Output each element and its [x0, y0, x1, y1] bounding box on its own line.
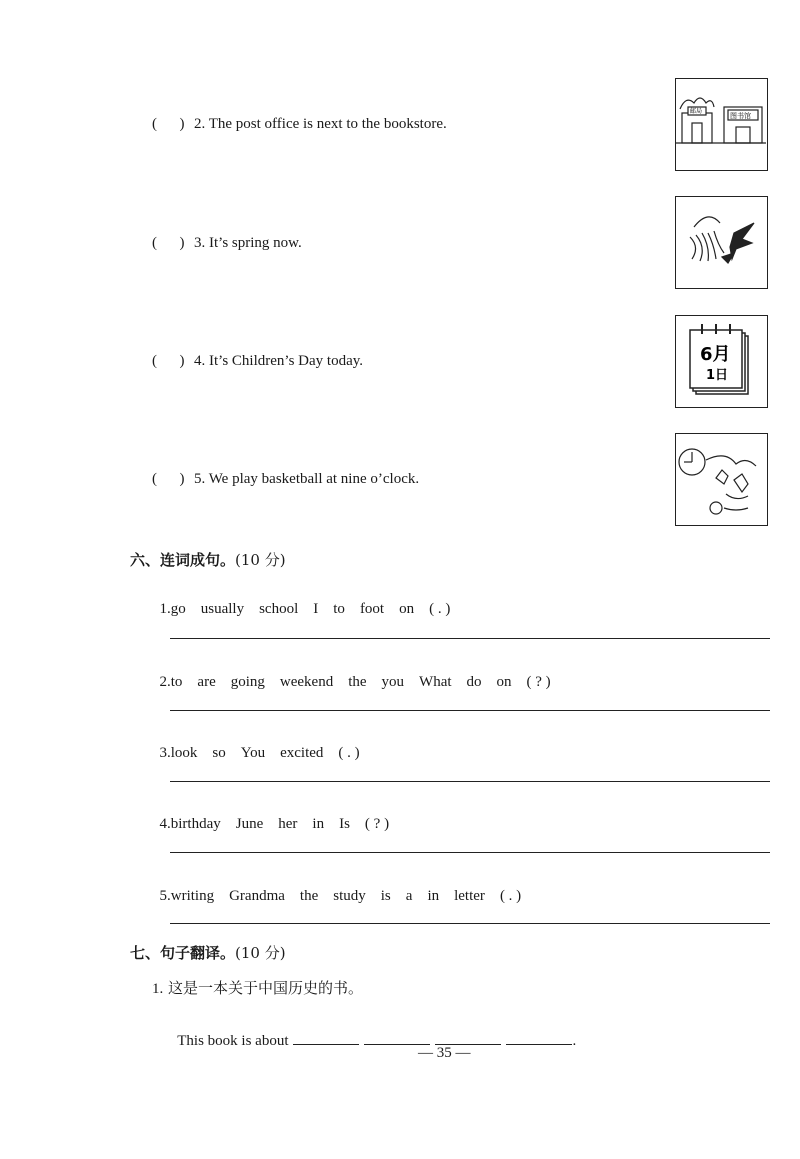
answer-parentheses[interactable]: ( )	[152, 471, 185, 487]
word: school	[259, 601, 299, 617]
word: excited	[280, 745, 324, 761]
question-number: 2.	[159, 674, 171, 690]
word: look	[170, 745, 198, 761]
end-punctuation: ( ? )	[526, 674, 551, 690]
reorder-question-4	[152, 799, 389, 833]
answer-line-4[interactable]	[170, 852, 770, 853]
word: the	[348, 674, 367, 690]
word: on	[399, 601, 415, 617]
word: weekend	[279, 674, 334, 690]
section-6-score: (10 分)	[235, 551, 286, 569]
word: You	[240, 745, 266, 761]
library-sign: 图书馆	[730, 112, 751, 120]
calendar-month: 6月	[700, 344, 731, 365]
word: on	[496, 674, 512, 690]
word: the	[299, 888, 319, 904]
answer-parentheses[interactable]: ( )	[152, 116, 185, 132]
word: birthday	[170, 816, 221, 832]
word: Grandma	[229, 888, 285, 904]
judge-item-text: 2. The post office is next to the bookstore.	[194, 116, 447, 132]
answer-line-2[interactable]	[170, 710, 770, 711]
judge-item-2	[152, 116, 447, 167]
answer-blank-2[interactable]	[364, 1030, 430, 1045]
answer-line-5[interactable]	[170, 923, 770, 924]
judge-item-text: 3. It’s spring now.	[194, 235, 302, 251]
word: study	[333, 888, 366, 904]
post-office-sign: 邮局	[690, 108, 703, 115]
word: in	[427, 888, 440, 904]
reorder-question-5	[152, 871, 521, 905]
chinese-sentence: 这是一本关于中国历史的书。	[168, 979, 364, 997]
english-prefix: This book is about	[177, 1033, 289, 1049]
answer-parentheses[interactable]: ( )	[152, 235, 185, 251]
question-number: 4.	[159, 816, 171, 832]
word: is	[380, 888, 391, 904]
reorder-question-2	[152, 657, 551, 691]
word: to	[170, 674, 183, 690]
question-number: 5.	[159, 888, 171, 904]
page-number: — 35 —	[418, 1045, 471, 1061]
translation-answer-1	[170, 1013, 576, 1050]
question-number: 3.	[159, 745, 171, 761]
word: in	[312, 816, 325, 832]
judge-item-text: 5. We play basketball at nine o’clock.	[194, 471, 420, 487]
word: foot	[359, 601, 385, 617]
section-7-title: 七、句子翻译。	[130, 944, 236, 962]
section-6-title: 六、连词成句。	[130, 551, 236, 569]
word: letter	[454, 888, 485, 904]
answer-blank-1[interactable]	[293, 1030, 359, 1045]
question-number: 1.	[159, 601, 171, 617]
word: I	[313, 601, 319, 617]
end-punctuation: ( . )	[499, 888, 522, 904]
answer-line-1[interactable]	[170, 638, 770, 639]
translation-question-1	[152, 977, 363, 998]
word: go	[170, 601, 186, 617]
calendar-june-1-picture	[675, 315, 768, 408]
word: usually	[200, 601, 245, 617]
answer-parentheses[interactable]: ( )	[152, 353, 185, 369]
word: What	[419, 674, 452, 690]
section-6-heading	[130, 549, 286, 570]
question-number: 1.	[152, 981, 164, 997]
word: so	[212, 745, 226, 761]
word: do	[466, 674, 482, 690]
answer-blank-4[interactable]	[506, 1030, 572, 1045]
post-office-library-picture	[675, 78, 768, 171]
word: Is	[339, 816, 350, 832]
judge-item-text: 4. It’s Children’s Day today.	[194, 353, 364, 369]
end-punctuation: ( . )	[338, 745, 360, 761]
judge-item-3	[152, 235, 302, 286]
word: a	[405, 888, 413, 904]
clock-kids-playing-picture	[675, 433, 768, 526]
word: are	[197, 674, 216, 690]
end-punctuation: ( ? )	[364, 816, 390, 832]
word: going	[230, 674, 265, 690]
end-punctuation: ( . )	[429, 601, 451, 617]
swallows-willow-picture	[675, 196, 768, 289]
calendar-day: 1日	[706, 368, 729, 383]
section-7-score: (10 分)	[235, 944, 286, 962]
word: her	[278, 816, 298, 832]
reorder-question-1	[152, 584, 450, 618]
end-period: .	[572, 1033, 577, 1049]
word: June	[235, 816, 264, 832]
judge-item-5	[152, 471, 420, 522]
answer-blank-3[interactable]	[435, 1030, 501, 1045]
section-7-heading	[130, 942, 286, 963]
reorder-question-3	[152, 728, 360, 762]
word: you	[381, 674, 405, 690]
answer-line-3[interactable]	[170, 781, 770, 782]
judge-item-4	[152, 353, 364, 404]
word: to	[333, 601, 345, 617]
word: writing	[170, 888, 215, 904]
